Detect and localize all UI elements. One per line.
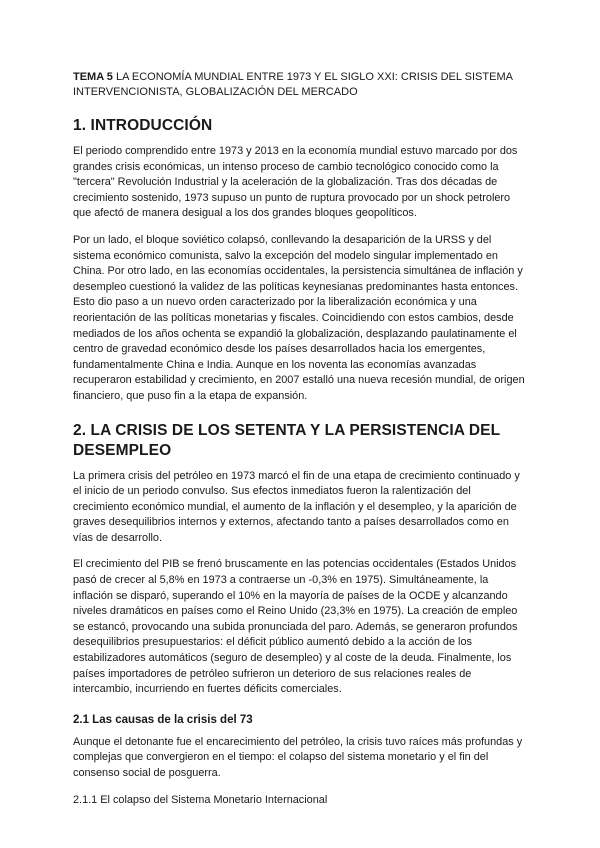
subsection-2-1-1-heading: 2.1.1 El colapso del Sistema Monetario Internacional [73, 793, 328, 806]
section-1-heading: 1. INTRODUCCIÓN [73, 117, 213, 134]
subsection-2-1-heading: 2.1 Las causas de la crisis del 73 [73, 713, 253, 726]
section-1-paragraph-2: Por un lado, el bloque soviético colapsó, conllevando la desaparición de la URSS y del sistema económico comunista, salvo la excepción del modelo singular implementado en China. Por otro lado, en las economías occidentales, la persistencia simultánea de inflación y desempleo cuestionó la validez de las políticas keynesianas predominantes hasta entonces. Esto dio paso a un nuevo orden caracterizado por la liberalización económica y una reorientación de las políticas monetarias y fiscales. Coincidiendo con estos cambios, desde mediados de los años ochenta se expandió la globalización, desplazando paulatinamente el centro de gravedad económico desde los países desarrollados hacia los emergentes, fundamentalmente China e India. Aunque en los noventa las economías avanzadas recuperaron estabilidad y crecimiento, en 2007 estalló una nueva recesión mundial, de origen financiero, que puso fin a la etapa de expansión. [73, 233, 525, 402]
document-title-text: LA ECONOMÍA MUNDIAL ENTRE 1973 Y EL SIGLO XXI: CRISIS DEL SISTEMA INTERVENCIONISTA, GLOBALIZACIÓN DEL MERCADO [73, 71, 513, 98]
section-2-paragraph-2: El crecimiento del PIB se frenó bruscamente en las potencias occidentales (Estados Unidos pasó de crecer al 5,8% en 1973 a contraerse un -0,3% en 1975). Simultáneamente, la inflación se disparó, superando el 10% en la mayoría de países de la OCDE y alcanzando niveles dramáticos en países como el Reino Unido (23,3% en 1975). La creación de empleo se estancó, provocando una subida pronunciada del paro. Además, se generaron profundos desequilibrios presupuestarios: el déficit público aumentó debido a la acción de los estabilizadores automáticos (seguro de desempleo) y al coste de la deuda. Finalmente, los países importadores de petróleo sufrieron un deterioro de sus relaciones reales de intercambio, incurriendo en fuertes déficits comerciales. [73, 558, 518, 696]
section-1-paragraph-1: El periodo comprendido entre 1973 y 2013 en la economía mundial estuvo marcado por dos grandes crisis económicas, un intenso proceso de cambio tecnológico conocido como la "tercera" Revolución Industrial y la aceleración de la globalización. Tras dos décadas de crecimiento sostenido, 1973 supuso un punto de ruptura provocado por un shock petrolero que afectó de manera desigual a los dos grandes bloques geopolíticos. [73, 145, 518, 220]
section-2-paragraph-1: La primera crisis del petróleo en 1973 marcó el fin de una etapa de crecimiento continuado y el inicio de un periodo convulso. Sus efectos inmediatos fueron la ralentización del crecimiento económico mundial, el aumento de la inflación y el desempleo, y la aparición de graves desequilibrios internos y externos, afectando tanto a países desarrollados como en vías de desarrollo. [73, 469, 520, 544]
subsection-2-1-paragraph: Aunque el detonante fue el encarecimiento del petróleo, la crisis tuvo raíces más profundas y complejas que convergieron en el tiempo: el colapso del sistema monetario y el fin del consenso social de posguerra. [73, 735, 523, 779]
document-title [73, 70, 528, 100]
document-title-topic: TEMA 5 [73, 71, 113, 83]
section-2-heading: 2. LA CRISIS DE LOS SETENTA Y LA PERSISTENCIA DEL DESEMPLEO [73, 421, 500, 459]
